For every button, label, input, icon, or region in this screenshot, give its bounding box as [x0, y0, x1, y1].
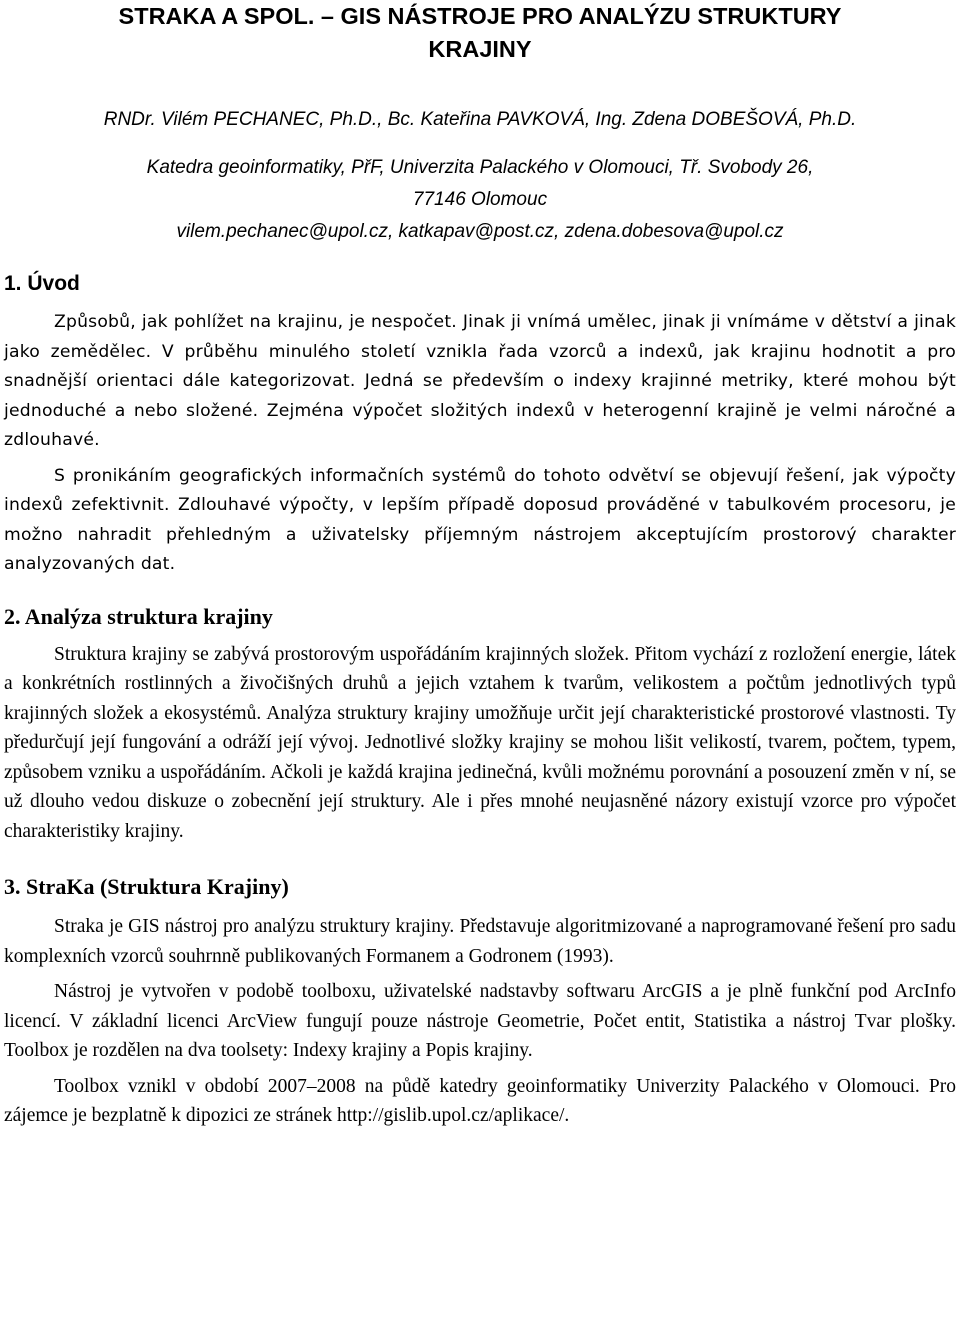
- paper-title: [4, 0, 956, 66]
- section-2-heading: 2. Analýza struktura krajiny: [4, 603, 273, 629]
- section-1-heading: 1. Úvod: [4, 272, 80, 295]
- affiliation-line-1: Katedra geoinformatiky, PřF, Univerzita Palackého v Olomouci, Tř. Svobody 26,: [146, 157, 814, 178]
- title-line-1: STRAKA A SPOL. – GIS NÁSTROJE PRO ANALÝZU STRUKTURY: [118, 3, 842, 29]
- section-3-paragraph-1: Straka je GIS nástroj pro analýzu struktury krajiny. Představuje algoritmizované a naprogramované řešení pro sadu komplexních vzorců souhrnně publikovaných Formanem a Godronem (1993).: [4, 916, 956, 967]
- section-1-body: [4, 308, 956, 580]
- section-3-heading: 3. StraKa (Struktura Krajiny): [4, 874, 289, 899]
- affiliation-emails: vilem.pechanec@upol.cz, katkapav@post.cz, zdena.dobesova@upol.cz: [176, 221, 784, 242]
- section-3-body: [4, 912, 956, 1131]
- author-list: RNDr. Vilém PECHANEC, Ph.D., Bc. Kateřina PAVKOVÁ, Ing. Zdena DOBEŠOVÁ, Ph.D.: [103, 109, 857, 130]
- paper-page: [4, 0, 956, 1131]
- title-line-2: KRAJINY: [428, 36, 532, 62]
- section-3-paragraph-2: Nástroj je vytvořen v podobě toolboxu, uživatelské nadstavby softwaru ArcGIS a je plně funkční pod ArcInfo licencí. V základní licenci ArcView fungují pouze nástroje Geometrie, Počet entit, Statistika a nástroj Tvar plošky. Toolbox je rozdělen na dva toolsety: Indexy krajiny a Popis krajiny.: [4, 981, 956, 1061]
- section-1-paragraph-2: S pronikáním geografických informačních systémů do tohoto odvětví se objevují řešení, jak výpočty indexů zefektivnit. Zdlouhavé výpočty, v lepším případě doposud prováděné v tabulkovém procesoru, je možno nahradit přehledným a uživatelsky příjemným nástrojem akceptujícím prostorový charakter analyzovaných dat.: [4, 465, 956, 574]
- affiliation-block: [4, 152, 956, 248]
- section-2-paragraph-1: Struktura krajiny se zabývá prostorovým uspořádáním krajinných složek. Přitom vychází z rozložení energie, látek a konkrétních rostlinných a živočišných druhů a jejich vztahem k tvarům, velikostem a počtům jednotlivých typů krajinných složek a ekosystémů. Analýza struktury krajiny umožňuje určit její charakteristické prostorové vlastnosti. Ty předurčují její fungování a odráží její vývoj. Jednotlivé složky krajiny se mohou lišit velikostí, tvarem, počtem, typem, způsobem vzniku a uspořádáním. Ačkoli je každá krajina jedinečná, kvůli možnému porovnání a posouzení změn v ní, se už dlouho vedou diskuze o zobecnění její struktury. Ale i přes mnohé neujasněné názory existují vzorce pro výpočet charakteristiky krajiny.: [4, 643, 956, 842]
- section-2-body: [4, 640, 956, 847]
- section-1-paragraph-1: Způsobů, jak pohlížet na krajinu, je nespočet. Jinak ji vnímá umělec, jinak ji vnímáme v dětství a jinak jako zemědělec. V průběhu minulého století vznikla řada vzorců a indexů, jak krajinu hodnotit a pro snadnější orientaci dále kategorizovat. Jedná se především o indexy krajinné metriky, které mohou být jednoduché a nebo složené. Zejména výpočet složitých indexů v heterogenní krajině je velmi náročné a zdlouhavé.: [4, 312, 956, 450]
- affiliation-line-2: 77146 Olomouc: [412, 189, 548, 210]
- section-3-paragraph-3: Toolbox vznikl v období 2007–2008 na půdě katedry geoinformatiky Univerzity Palackého v Olomouci. Pro zájemce je bezplatně k dipozici ze stránek http://gislib.upol.cz/aplikace/.: [4, 1075, 956, 1126]
